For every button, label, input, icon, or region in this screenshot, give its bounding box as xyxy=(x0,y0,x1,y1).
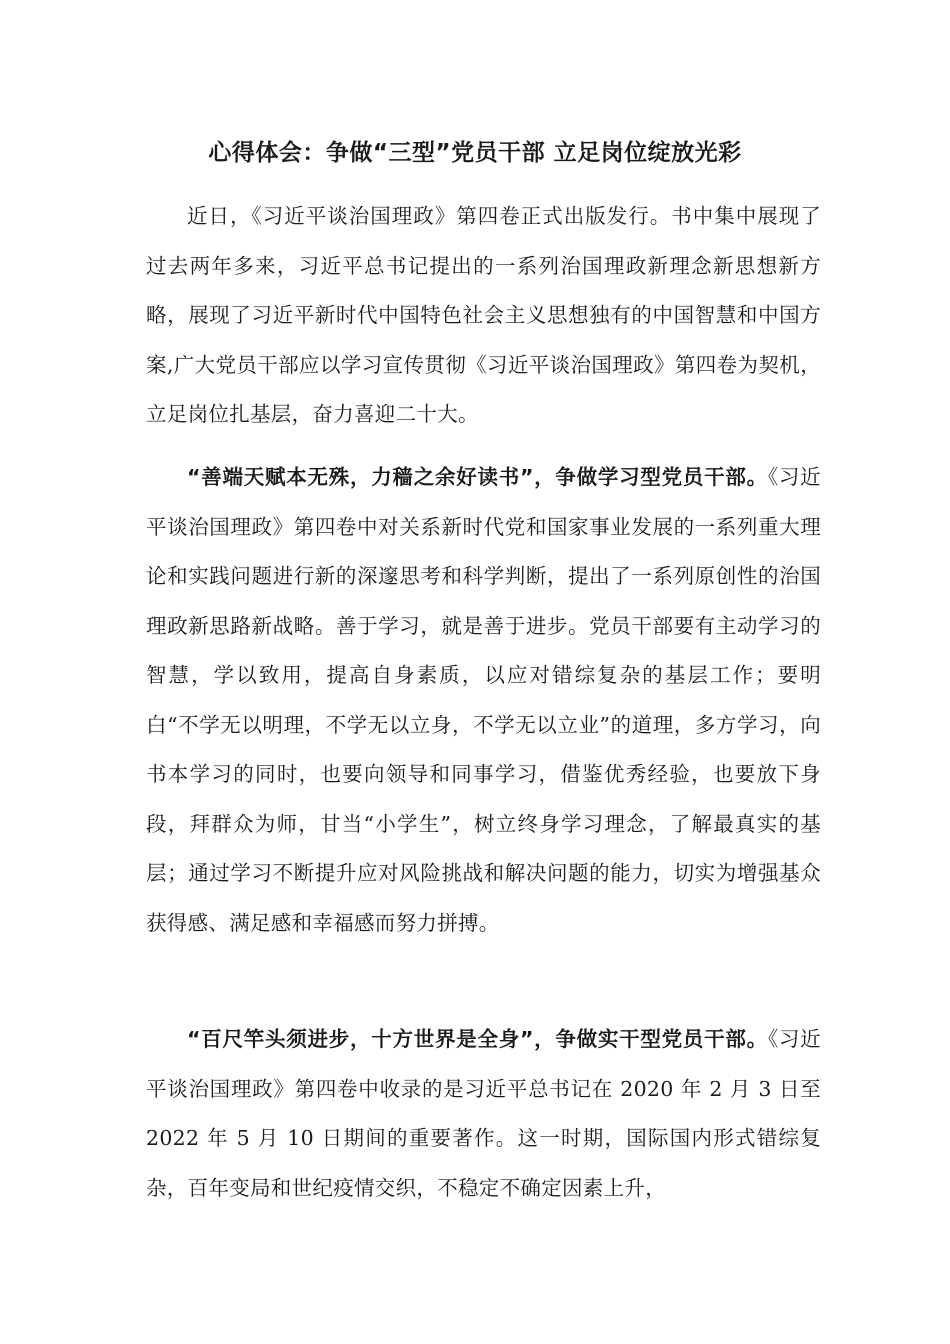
paragraph-practice xyxy=(146,1015,821,1213)
paragraph-text: 近日，《习近平谈治国理政》第四卷正式出版发行。书中集中展现了过去两年多来，习近平总书记提出的一系列治国理政新理念新思想新方略，展现了习近平新时代中国特色社会主义思想独有的中国智慧和中国方案,广大党员干部应以学习宣传贯彻《习近平谈治国理政》第四卷为契机，立足岗位扎基层，奋力喜迎二十大。 xyxy=(146,204,821,426)
paragraph-text: 《习近平谈治国理政》第四卷中对关系新时代党和国家事业发展的一系列重大理论和实践问题进行新的深邃思考和科学判断，提出了一系列原创性的治国理政新思路新战略。善于学习，就是善于进步。党员干部要有主动学习的智慧，学以致用，提高自身素质，以应对错综复杂的基层工作；要明白“不学无以明理，不学无以立身，不学无以立业”的道理，多方学习，向书本学习的同时，也要向领导和同事学习，借鉴优秀经验，也要放下身段，拜群众为师，甘当“小学生”，树立终身学习理念，了解最真实的基层；通过学习不断提升应对风险挑战和解决问题的能力，切实为增强基众获得感、满足感和幸福感而努力拼搏。 xyxy=(146,465,821,935)
paragraph-study xyxy=(146,453,821,948)
paragraph-lead-heading: “百尺竿头须进步，十方世界是全身”，争做实干型党员干部。 xyxy=(187,1027,768,1051)
paragraph-intro xyxy=(146,192,821,440)
paragraph-text: 《习近平谈治国理政》第四卷中收录的是习近平总书记在 2020 年 2 月 3 日至 2022 年 5 月 10 日期间的重要著作。这一时期，国际国内形式错综复杂，百年变局和世纪疫情交织，不稳定不确定因素上升， xyxy=(146,1027,821,1200)
document-title: 心得体会：争做“三型”党员干部 立足岗位绽放光彩 xyxy=(208,140,742,166)
paragraph-lead-heading: “善端天赋本无殊，力穑之余好读书”，争做学习型党员干部。 xyxy=(187,465,768,489)
